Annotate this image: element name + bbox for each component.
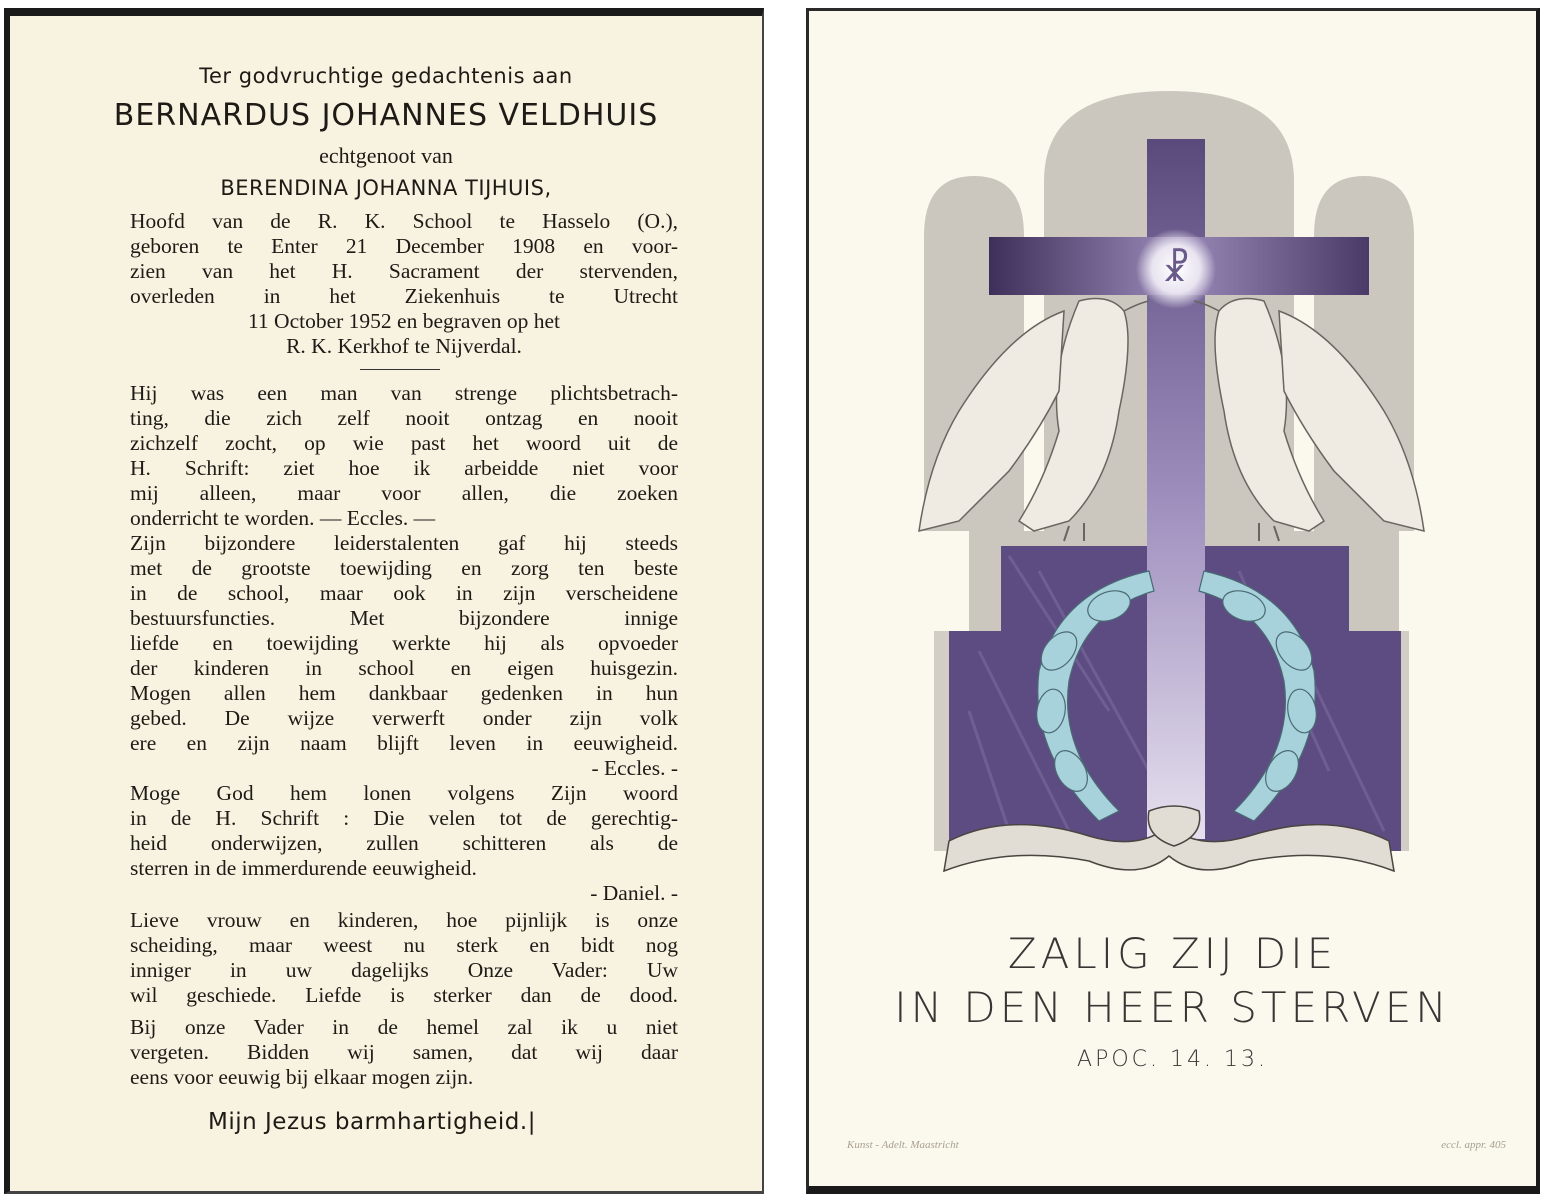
bio-line: 11 October 1952 en begraven op het [247,309,561,333]
text-line: ting, die zich zelf nooit ontzag en nooit [130,406,678,430]
printer-imprint: Kunst - Adelt. Maastricht [847,1139,959,1151]
spouse-label: echtgenoot van [319,143,453,168]
bio-line: Hoofd van de R. K. School te Hasselo (O.), [130,209,678,233]
bio-line: overleden in het Ziekenhuis te Utrecht [130,284,678,308]
approval-imprint: eccl. appr. 405 [1441,1139,1506,1151]
text-line: H. Schrift: ziet hoe ik arbeidde niet voor [130,456,678,480]
bio-block-end [130,309,678,359]
text-line: heid onderwijzen, zullen schitteren als de [130,831,678,855]
text-line: in de H. Schrift : Die velen tot de gerechtig- [130,806,678,830]
text-line: scheiding, maar weest nu sterk en bidt nog [130,933,678,957]
spouse-name: BERENDINA JOHANNA TIJHUIS, [220,176,552,200]
chi-rho-symbol: ☧ [1161,249,1191,290]
text-line: bestuursfuncties. Met bijzondere innige [130,606,678,630]
text-line: Zijn bijzondere leiderstalenten gaf hij steeds [130,531,678,555]
text-line: met de grootste toewijding en zorg ten beste [130,556,678,580]
prayer-card-text-side [4,8,764,1194]
bio-block [130,209,678,309]
text-line: Hij was een man van strenge plichtsbetrach- [130,381,678,405]
bio-line: zien van het H. Sacrament der stervenden, [130,259,678,283]
prayer-card-image-side [806,8,1540,1194]
text-line: ere en zijn naam blijft leven in eeuwigheid. [130,731,678,755]
bio-line: geboren te Enter 21 December 1908 en voor- [130,234,678,258]
attribution-daniel: - Daniel. - [590,881,678,905]
motto-line-1: ZALIG ZIJ DIE [1007,929,1338,978]
text-line: eens voor eeuwig bij elkaar mogen zijn. [130,1065,474,1089]
attribution [130,756,678,781]
text-line: in de school, maar ook in zijn verscheidene [130,581,678,605]
text-line: zichzelf zocht, op wie past het woord uit de [130,431,678,455]
paragraph-3 [130,781,678,881]
paragraph-4 [130,908,678,1008]
text-line: der kinderen in school en eigen huisgezin. [130,656,678,680]
closing-prayer: Mijn Jezus barmhartigheid.| [208,1109,536,1135]
text-line: wil geschiede. Liefde is sterker dan de dood. [130,983,678,1007]
deceased-name: BERNARDUS JOHANNES VELDHUIS [113,98,659,133]
motto-line-2: IN DEN HEER STERVEN [894,983,1451,1032]
text-line: mij alleen, maar voor allen, die zoeken [130,481,678,505]
intro-line: Ter godvruchtige gedachtenis aan [199,64,573,88]
text-line: liefde en toewijding werkte hij als opvoeder [130,631,678,655]
text-line: sterren in de immerdurende eeuwigheid. [130,856,477,880]
text-line: Mogen allen hem dankbaar gedenken in hun [130,681,678,705]
attribution [130,881,678,906]
text-line: Moge God hem lonen volgens Zijn woord [130,781,678,805]
paragraph-2 [130,531,678,756]
bio-line: R. K. Kerkhof te Nijverdal. [286,334,522,358]
divider [360,369,440,370]
text-line: vergeten. Bidden wij samen, dat wij daar [130,1040,678,1064]
scripture-reference: APOC. 14. 13. [1077,1047,1268,1072]
text-line: inniger in uw dagelijks Onze Vader: Uw [130,958,678,982]
text-line: Bij onze Vader in de hemel zal ik u niet [130,1015,678,1039]
text-line: onderricht te worden. — Eccles. — [130,506,436,530]
attribution-eccles: - Eccles. - [591,756,678,780]
text-line: gebed. De wijze verwerft onder zijn volk [130,706,678,730]
paragraph-1 [130,381,678,531]
paragraph-5 [130,1015,678,1090]
text-line: Lieve vrouw en kinderen, hoe pijnlijk is onze [130,908,678,932]
